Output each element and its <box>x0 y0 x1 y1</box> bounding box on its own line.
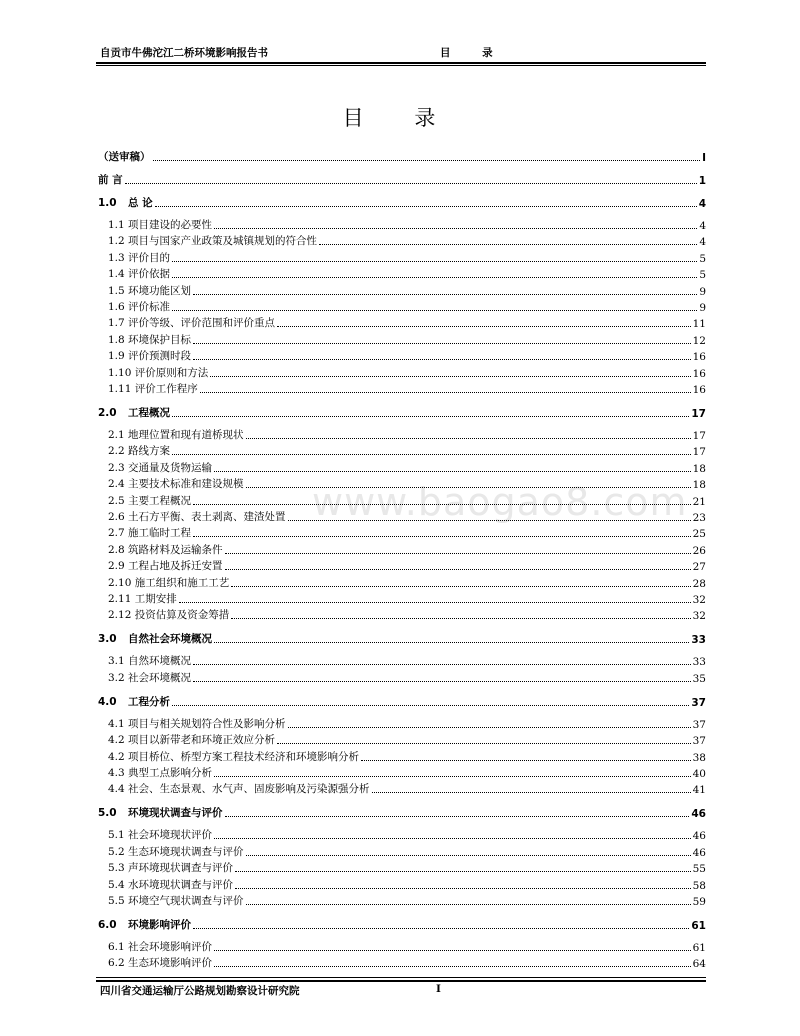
toc-dot-leader <box>214 228 697 229</box>
toc-entry-text: 工程分析 <box>128 695 170 708</box>
toc-section-entry[interactable] <box>108 218 706 232</box>
toc-chapter-number: 5.0 <box>98 807 117 820</box>
toc-section-entry[interactable] <box>108 494 706 508</box>
toc-entry-label <box>108 299 170 314</box>
toc-page-number: 17 <box>692 446 706 459</box>
toc-section-entry[interactable] <box>108 300 706 314</box>
toc-entry-text: 2.11 工期安排 <box>108 593 177 605</box>
toc-dot-leader <box>372 792 691 793</box>
toc-page-number: 55 <box>692 863 706 876</box>
toc-section-entry[interactable] <box>108 576 706 590</box>
toc-entry-text: 环境现状调查与评价 <box>128 807 223 820</box>
toc-entry-text: 4.4 社会、生态景观、水气声、固废影响及污染源强分析 <box>108 783 370 796</box>
toc-dot-leader <box>193 359 691 360</box>
toc-page-number: 32 <box>692 594 706 606</box>
toc-entry-text: 4.2 项目以新带老和环境正效应分析 <box>108 734 276 747</box>
toc-entry-label <box>98 405 170 420</box>
toc-section-entry[interactable] <box>108 284 706 298</box>
toc-entry-label <box>108 460 212 475</box>
toc-entry-text: 2.1 地理位置和现有道桥现状 <box>108 429 244 441</box>
toc-entry-text: 5.5 环境空气现状调查与评价 <box>108 895 244 907</box>
toc-entry-label <box>108 749 359 764</box>
toc-entry-label <box>108 250 170 265</box>
toc-page-number: 27 <box>692 561 706 574</box>
toc-dot-leader <box>288 727 691 728</box>
toc-section-entry[interactable] <box>108 234 706 248</box>
toc-page-number: 40 <box>692 768 706 780</box>
toc-entry-label <box>108 781 370 796</box>
toc-entry-label <box>108 860 233 875</box>
toc-entry-text: 3.2 社会环境概况 <box>108 671 192 684</box>
toc-entry-label <box>108 315 275 330</box>
toc-entry-label <box>108 332 191 347</box>
toc-dot-leader <box>172 705 689 706</box>
toc-entry-label <box>108 844 244 859</box>
toc-entry-text: 环境影响评价 <box>128 919 191 931</box>
toc-dot-leader <box>246 904 691 905</box>
toc-entry-label <box>98 172 123 187</box>
header-doc-title: 自贡市牛佛沱江二桥环境影响报告书 <box>100 47 268 59</box>
toc-section-entry[interactable] <box>108 717 706 731</box>
toc-dot-leader <box>231 618 690 619</box>
toc-dot-leader <box>214 966 691 967</box>
toc-entry-label <box>108 493 191 508</box>
toc-page-number: 11 <box>692 318 706 331</box>
toc-entry-label <box>108 283 191 298</box>
toc-entry-text: 1.8 环境保护目标 <box>108 333 192 346</box>
toc-entry-text: 4.3 典型工点影响分析 <box>108 767 213 779</box>
toc-entry-text: 2.9 工程占地及拆迁安置 <box>108 560 223 573</box>
toc-page-number: 28 <box>692 577 706 590</box>
toc-dot-leader <box>172 261 697 262</box>
toc-dot-leader <box>193 928 689 929</box>
toc-page-number: 16 <box>692 351 706 364</box>
toc-entry-text: 2.10 施工组织和施工工艺 <box>108 576 230 589</box>
toc-dot-leader <box>235 888 691 889</box>
toc-dot-leader <box>277 326 691 327</box>
toc-entry-label <box>108 381 198 396</box>
toc-chapter-number: 1.0 <box>98 197 117 209</box>
toc-section-entry[interactable] <box>108 382 706 396</box>
toc-section-entry[interactable] <box>108 559 706 573</box>
toc-entry-label <box>108 893 244 908</box>
header-section: 目 录 <box>440 47 507 59</box>
toc-entry-label <box>108 233 317 248</box>
toc-page-number: 16 <box>692 367 706 380</box>
toc-dot-leader <box>179 602 691 603</box>
toc-page-number: 1 <box>698 175 706 187</box>
toc-dot-leader <box>193 664 691 665</box>
toc-page-number: 5 <box>699 269 706 282</box>
toc-entry-text: 总 论 <box>128 197 153 209</box>
toc-entry-text: 3.1 自然环境概况 <box>108 655 192 668</box>
footer-rule <box>96 980 706 982</box>
toc-section-entry[interactable] <box>108 782 706 796</box>
toc-dot-leader <box>172 416 689 417</box>
watermark: www.baogao8.com <box>312 480 688 524</box>
toc-page-number: 4 <box>699 220 706 232</box>
toc-section-entry[interactable] <box>108 251 706 265</box>
toc-section-entry[interactable] <box>108 766 706 780</box>
toc-section-entry[interactable] <box>108 510 706 524</box>
toc-entry-label <box>108 939 212 954</box>
toc-section-entry[interactable] <box>108 733 706 747</box>
toc-chapter-entry[interactable] <box>98 695 706 709</box>
toc-page-number: 5 <box>699 252 706 265</box>
page-footer <box>100 983 704 999</box>
toc-entry-label <box>108 670 191 685</box>
toc-dot-leader <box>246 487 691 488</box>
toc-entry-text: 2.3 交通量及货物运输 <box>108 461 213 474</box>
toc-page-number: 37 <box>692 718 706 731</box>
toc-entry-label <box>108 732 275 747</box>
toc-dot-leader <box>214 471 691 472</box>
toc-chapter-number: 3.0 <box>98 633 117 646</box>
footer-org: 四川省交通运输厅公路规划勘察设计研究院 <box>100 985 300 997</box>
toc-entry-label <box>108 443 170 458</box>
toc-page-number: 33 <box>692 656 706 669</box>
toc-entry-label <box>98 195 153 210</box>
toc-page-number: 16 <box>692 384 706 396</box>
toc-dot-leader <box>214 950 691 951</box>
toc-chapter-number: 2.0 <box>98 407 117 419</box>
toc-section-entry[interactable] <box>108 428 706 442</box>
toc-entry-text: 1.2 项目与国家产业政策及城镇规划的符合性 <box>108 235 318 248</box>
toc-chapter-entry[interactable] <box>98 173 706 187</box>
toc-dot-leader <box>246 438 691 439</box>
toc-chapter-entry[interactable] <box>98 632 706 646</box>
toc-entry-text: 6.1 社会环境影响评价 <box>108 941 213 953</box>
toc-dot-leader <box>125 183 697 184</box>
toc-section-entry[interactable] <box>108 654 706 668</box>
toc-entry-text: 1.9 评价预测时段 <box>108 350 192 363</box>
toc-section-entry[interactable] <box>108 671 706 685</box>
toc-entry-label <box>108 476 244 491</box>
toc-page-number: 61 <box>692 942 706 954</box>
footer-page-number: I <box>436 983 441 995</box>
toc-dot-leader <box>193 294 697 295</box>
toc-page-number: 37 <box>692 735 706 748</box>
toc-page-number: 38 <box>692 751 706 764</box>
toc-entry-text: 1.7 评价等级、评价范围和评价重点 <box>108 317 276 330</box>
toc-page-number: 4 <box>699 236 706 249</box>
toc-page-number: 18 <box>692 479 706 492</box>
toc-section-entry[interactable] <box>108 750 706 764</box>
toc-dot-leader <box>214 642 689 643</box>
toc-section-entry[interactable] <box>108 878 706 892</box>
toc-page-number: 18 <box>692 462 706 475</box>
toc-page-number: 12 <box>692 334 706 347</box>
toc-page-number: 17 <box>691 408 706 420</box>
toc-chapter-entry[interactable] <box>98 406 706 420</box>
toc-entry-text: 2.4 主要技术标准和建设规模 <box>108 478 244 491</box>
toc-page-number: 46 <box>692 846 706 859</box>
toc-entry-label <box>108 427 244 442</box>
toc-dot-leader <box>214 776 691 777</box>
toc-entry-text: 自然社会环境概况 <box>128 633 212 646</box>
toc-entry-text: 5.2 生态环境现状调查与评价 <box>108 845 244 858</box>
toc-section-entry[interactable] <box>108 461 706 475</box>
toc-entry-label <box>108 365 208 380</box>
toc-dot-leader <box>172 310 697 311</box>
toc-entry-label <box>108 217 212 232</box>
toc-page-number: 33 <box>691 634 706 647</box>
toc-entry-text: 2.2 路线方案 <box>108 445 171 458</box>
toc-entry-text: 前 言 <box>98 174 123 186</box>
header-rule <box>96 62 706 64</box>
toc-entry-text: 2.5 主要工程概况 <box>108 494 192 507</box>
toc-page-number: 21 <box>692 495 706 508</box>
toc-entry-text: 1.11 评价工作程序 <box>108 383 198 395</box>
toc-chapter-entry[interactable] <box>98 918 706 932</box>
toc-section-entry[interactable] <box>108 526 706 540</box>
toc-section-entry[interactable] <box>108 316 706 330</box>
toc-section-entry[interactable] <box>108 267 706 281</box>
toc-chapter-number: 4.0 <box>98 695 117 708</box>
toc-dot-leader <box>319 244 697 245</box>
toc-entry-label <box>98 631 212 646</box>
toc-section-entry[interactable] <box>108 543 706 557</box>
toc-section-entry[interactable] <box>108 333 706 347</box>
toc-page-number: 17 <box>692 430 706 442</box>
toc-entry-text: 1.6 评价标准 <box>108 301 171 313</box>
toc-entry-text: 2.8 筑路材料及运输条件 <box>108 543 223 556</box>
toc-entry-text: 1.5 环境功能区划 <box>108 284 192 297</box>
toc-entry-text: 1.1 项目建设的必要性 <box>108 219 213 231</box>
toc-chapter-number: 6.0 <box>98 919 117 931</box>
toc-section-entry[interactable] <box>108 861 706 875</box>
toc-entry-text: 4.2 项目桥位、桥型方案工程技术经济和环境影响分析 <box>108 750 360 763</box>
toc-dot-leader <box>231 586 690 587</box>
toc-section-entry[interactable] <box>108 592 706 606</box>
toc-page-number: 37 <box>691 696 706 709</box>
toc-page-number: 26 <box>692 544 706 557</box>
toc-section-entry[interactable] <box>108 845 706 859</box>
toc-page-number: 61 <box>691 920 706 932</box>
toc-page-number: I <box>702 152 706 164</box>
toc-entry-text: 1.10 评价原则和方法 <box>108 366 209 379</box>
toc-entry-label <box>108 591 177 606</box>
toc-entry-label <box>108 558 223 573</box>
toc-dot-leader <box>225 569 691 570</box>
toc-entry-text: 1.4 评价依据 <box>108 268 171 281</box>
toc-section-entry[interactable] <box>108 608 706 622</box>
footer-rule-thin <box>96 977 706 978</box>
toc-page-number: 23 <box>692 512 706 524</box>
toc-dot-leader <box>214 838 691 839</box>
toc-dot-leader <box>193 681 691 682</box>
toc-entry-text: 6.2 生态环境影响评价 <box>108 957 213 970</box>
toc-dot-leader <box>193 504 691 505</box>
toc-entry-label <box>108 525 191 540</box>
header-rule-thin <box>96 65 706 66</box>
toc-entry-label <box>108 955 212 970</box>
toc-entry-label <box>108 266 170 281</box>
toc-dot-leader <box>235 871 691 872</box>
toc-entry-label <box>98 805 223 820</box>
toc-page-number: 25 <box>692 528 706 541</box>
toc-entry-text: 2.7 施工临时工程 <box>108 527 192 540</box>
toc-page-number: 9 <box>699 285 706 298</box>
toc-section-entry[interactable] <box>108 366 706 380</box>
toc-entry-label <box>108 653 191 668</box>
toc-entry-text: 2.6 土石方平衡、表土剥离、建渣处置 <box>108 511 286 523</box>
toc-page-number: 41 <box>692 784 706 797</box>
page-title: 目 录 <box>342 106 458 130</box>
toc-page-number: 59 <box>692 896 706 908</box>
toc-entry-text: 4.1 项目与相关规划符合性及影响分析 <box>108 717 286 730</box>
toc-entry-label <box>108 348 191 363</box>
toc-dot-leader <box>361 760 691 761</box>
toc-page-number: 46 <box>691 808 706 821</box>
toc-page-number: 4 <box>698 198 706 210</box>
toc-dot-leader <box>172 277 697 278</box>
toc-dot-leader <box>277 743 691 744</box>
toc-section-entry[interactable] <box>108 477 706 491</box>
toc-entry-text: 2.12 投资估算及资金筹措 <box>108 609 230 622</box>
toc-dot-leader <box>288 520 691 521</box>
toc-entry-label <box>108 542 223 557</box>
toc-dot-leader <box>225 553 691 554</box>
toc-page-number: 9 <box>699 302 706 314</box>
toc-page-number: 32 <box>692 610 706 623</box>
toc-entry-text: 5.3 声环境现状调查与评价 <box>108 862 234 875</box>
toc-entry-label <box>98 917 191 932</box>
toc-entry-label <box>108 765 212 780</box>
toc-entry-text: （送审稿） <box>98 151 151 163</box>
toc-page-number: 46 <box>692 830 706 843</box>
toc-page-number: 64 <box>692 958 706 971</box>
toc-section-entry[interactable] <box>108 940 706 954</box>
toc-dot-leader <box>172 454 691 455</box>
toc-entry-label <box>108 827 212 842</box>
toc-dot-leader <box>225 816 690 817</box>
toc-entry-label <box>108 716 286 731</box>
toc-dot-leader <box>193 536 691 537</box>
toc-entry-label <box>108 575 229 590</box>
toc-chapter-entry[interactable] <box>98 196 706 210</box>
toc-chapter-entry[interactable] <box>98 150 706 164</box>
toc-dot-leader <box>200 392 691 393</box>
toc-entry-text: 工程概况 <box>128 407 170 419</box>
toc-section-entry[interactable] <box>108 444 706 458</box>
toc-dot-leader <box>153 160 701 161</box>
toc-entry-label <box>98 694 170 709</box>
toc-page-number: 35 <box>692 672 706 685</box>
toc-dot-leader <box>246 855 691 856</box>
toc-page-number: 58 <box>692 879 706 892</box>
toc-chapter-entry[interactable] <box>98 806 706 820</box>
toc-section-entry[interactable] <box>108 894 706 908</box>
toc-entry-label <box>98 149 151 164</box>
page-header <box>100 43 704 61</box>
toc-section-entry[interactable] <box>108 956 706 970</box>
toc-dot-leader <box>155 206 697 207</box>
toc-entry-label <box>108 607 229 622</box>
toc-entry-text: 1.3 评价目的 <box>108 251 171 264</box>
toc-section-entry[interactable] <box>108 349 706 363</box>
toc-dot-leader <box>210 376 690 377</box>
toc-section-entry[interactable] <box>108 828 706 842</box>
toc-dot-leader <box>193 343 691 344</box>
toc-entry-label <box>108 877 233 892</box>
toc-entry-label <box>108 509 286 524</box>
toc-entry-text: 5.4 水环境现状调查与评价 <box>108 878 234 891</box>
toc-entry-text: 5.1 社会环境现状评价 <box>108 829 213 842</box>
